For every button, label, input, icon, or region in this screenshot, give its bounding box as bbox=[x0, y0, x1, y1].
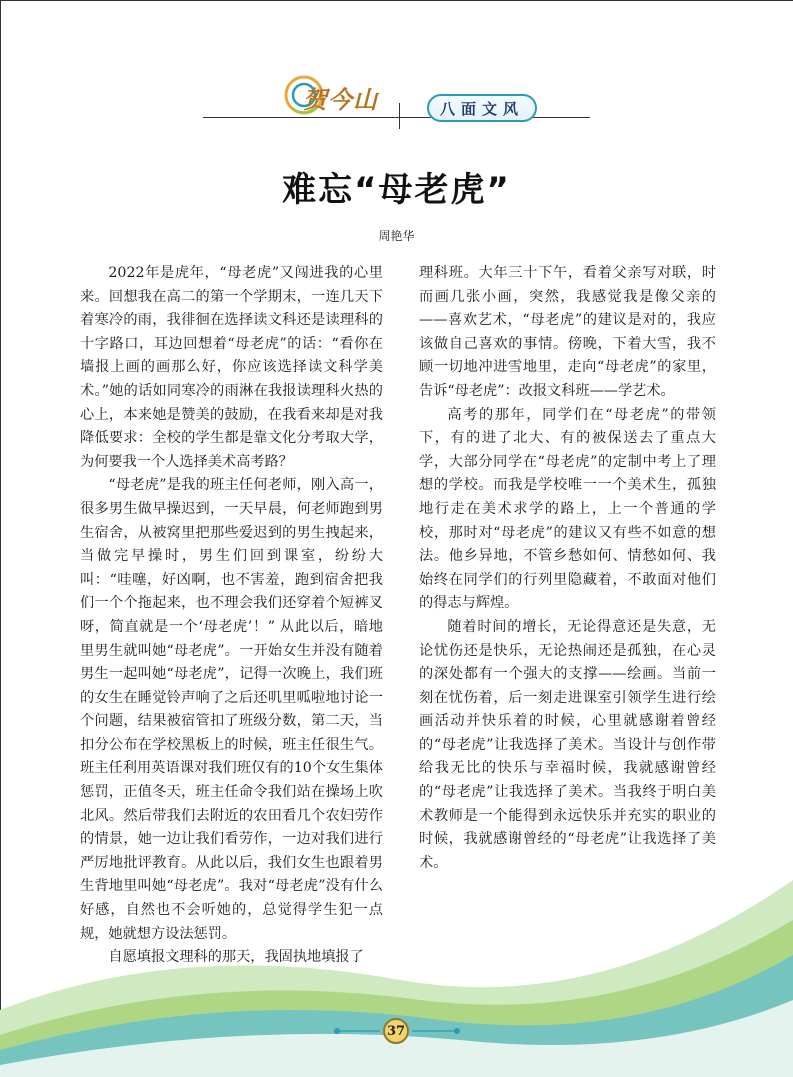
magazine-logo-text: 贺今山 bbox=[303, 85, 378, 114]
article-title: 难忘“母老虎” bbox=[282, 170, 511, 210]
paragraph: 自愿填报文理科的那天，我固执地填报了 bbox=[108, 949, 364, 966]
decorative-wave-graphic bbox=[0, 860, 793, 1077]
article-author: 周艳华 bbox=[378, 229, 415, 243]
paragraph: 高考的那年，同学们在“母老虎”的带领下，有的进了北大、有的被保送去了重点大学，大部分同学在“母老虎”的定制中考上了理想的学校。而我是学校唯一一个美术生，孤独地行走在美术求学的路上，上一个普通的学校，那时对“母老虎”的建议又有些不如意的想法。他乡异地，不管乡愁如何、情愁如何、我始终在同学们的行列里隐藏着，不敢面对他们的得志与辉煌。 bbox=[419, 406, 716, 612]
section-label bbox=[427, 94, 537, 122]
page-number-badge: 37 bbox=[383, 1018, 409, 1044]
page-frame-top bbox=[0, 0, 793, 1]
paragraph: 随着时间的增长，无论得意还是失意，无论忧伤还是快乐，无论热闹还是孤独，在心灵的深处都有一个强大的支撑——绘画。当前一刻在忧伤着，后一刻走进课室引领学生进行绘画活动并快乐着的时候，心里就感谢着曾经的“母老虎”让我选择了美术。当设计与创作带给我无比的快乐与幸福时候，我就感谢曾经的“母老虎”让我选择了美术。当我终于明白美术教师是一个能得到永远快乐并充实的职业的时候，我就感谢曾经的“母老虎”让我选择了美术。 bbox=[419, 618, 716, 871]
paragraph: “母老虎”是我的班主任何老师，刚入高一，很多男生做早操迟到，一天早晨，何老师跑到男生宿舍，从被窝里把那些爱迟到的男生拽起来，当做完早操时，男生们回到课室，纷纷大叫：“哇噻，好凶啊，也不害羞，跑到宿舍把我们一个个拖起来，也不理会我们还穿着个短裤叉呀，简直就是一个‘母老虎’！” 从此以后，暗地里男生就叫她“母老虎”。一开始女生并没有随着男生一起叫她“母老虎”，记得一次晚上，我们班的女生在睡觉铃声响了之后还叽里呱啦地讨论一个问题，结果被宿管扣了班级分数，第二天，当扣分公布在学校黑板上的时候，班主任很生气。班主任利用英语课对我们班仅有的10个女生集体惩罚，正值冬天，班主任命令我们站在操场上吹北风。然后带我们去附近的农田看几个农妇劳作的情景，她一边让我们看劳作，一边对我们进行严厉地批评教育。从此以后，我们女生也跟着男生背地里叫她“母老虎”。我对“母老虎”没有什么好感，自然也不会听她的，总觉得学生犯一点规，她就想方设法惩罚。 bbox=[80, 477, 383, 942]
body-column-right bbox=[419, 262, 716, 875]
section-title: 八面文风 bbox=[439, 99, 524, 118]
header-rule-cross bbox=[399, 103, 400, 129]
header-rule-left bbox=[203, 117, 400, 118]
paragraph: 2022年是虎年，“母老虎”又闯进我的心里来。回想我在高二的第一个学期末，一连几天下着寒冷的雨，我徘徊在选择读文科还是读理科的十字路口，耳边回想着“母老虎”的话：“看你在墙报上画的画那么好，你应该选择读文科学美术。”她的话如同寒冷的雨淋在我报读理科火热的心上，本来她是赞美的鼓励，在我看来却是对我降低要求：全校的学生都是靠文化分考取大学，为何要我一个人选择美术高考路？ bbox=[80, 265, 383, 470]
paragraph: 理科班。大年三十下午，看着父亲写对联，时而画几张小画，突然，我感觉我是像父亲的——喜欢艺术，“母老虎”的建议是对的，我应该做自己喜欢的事情。傍晚，下着大雪，我不顾一切地冲进雪地里，走向“母老虎”的家里，告诉“母老虎”：改报文科班——学艺术。 bbox=[419, 265, 716, 399]
